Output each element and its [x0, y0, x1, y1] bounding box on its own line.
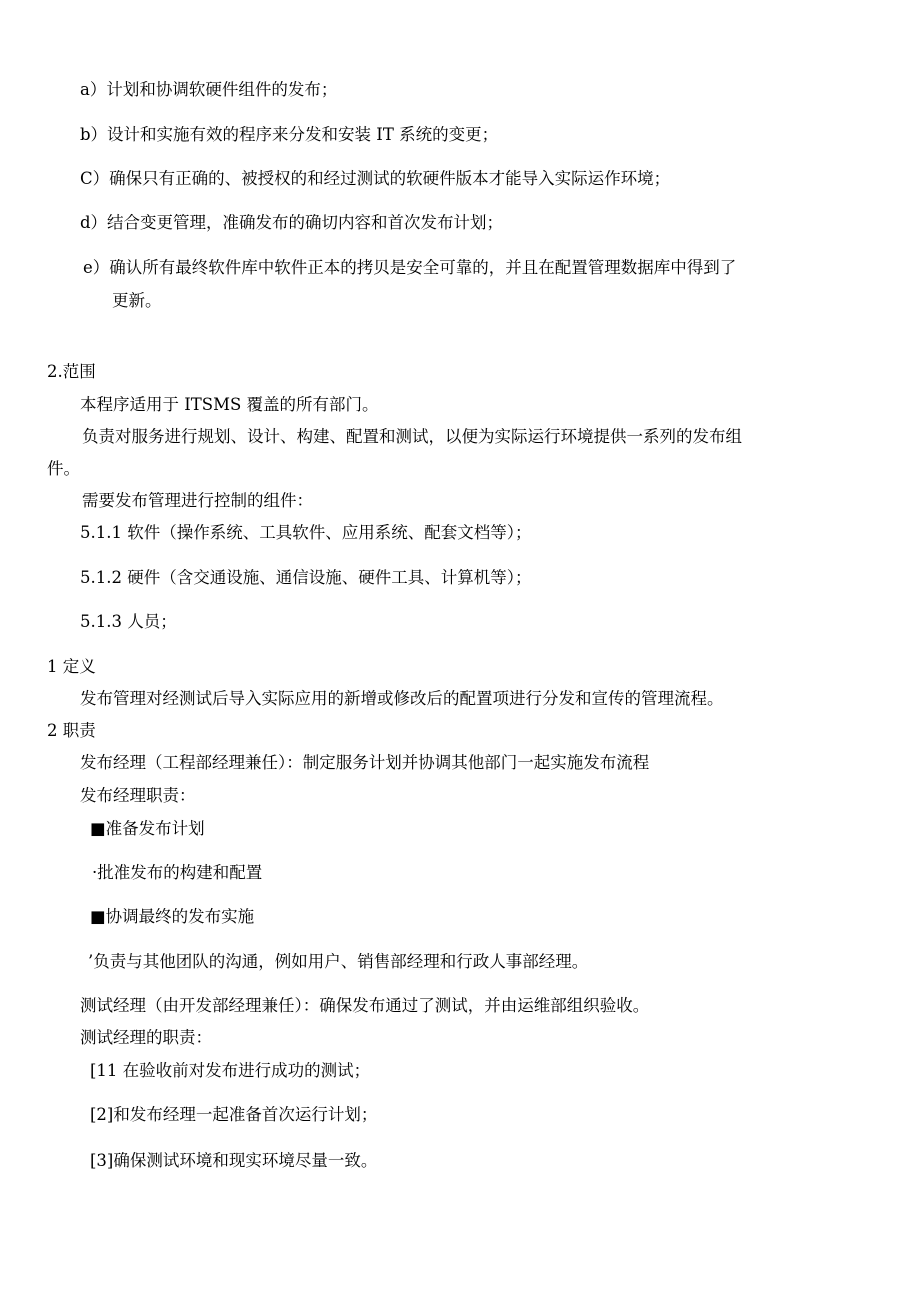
objective-c: C）确保只有正确的、被授权的和经过测试的软硬件版本才能导入实际运作环境；	[80, 169, 671, 188]
objective-e-line2: 更新。	[112, 291, 162, 310]
definition-paragraph: 发布管理对经测试后导入实际应用的新增或修改后的配置项进行分发和宣传的管理流程。	[80, 689, 724, 708]
scope-item-3: 5.1.3 人员；	[80, 612, 177, 631]
test-duty-item-3: [3]确保测试环境和现实环境尽量一致。	[90, 1151, 378, 1170]
scope-paragraph-3: 需要发布管理进行控制的组件：	[82, 491, 313, 510]
release-duty-item-3: ■协调最终的发布实施	[90, 907, 255, 926]
objective-a: a）计划和协调软硬件组件的发布；	[80, 80, 338, 99]
scope-heading: 2.范围	[47, 362, 96, 381]
test-duty-item-2: [2]和发布经理一起准备首次运行计划；	[90, 1105, 378, 1124]
scope-paragraph-2-line2: 件。	[47, 459, 80, 478]
test-duty-item-1: [11 在验收前对发布进行成功的测试；	[90, 1061, 371, 1080]
duties-heading: 2 职责	[47, 721, 96, 740]
definition-heading: 1 定义	[47, 657, 96, 676]
scope-item-2: 5.1.2 硬件（含交通设施、通信设施、硬件工具、计算机等）；	[80, 568, 532, 587]
release-manager-role: 发布经理（工程部经理兼任）：制定服务计划并协调其他部门一起实施发布流程	[80, 753, 650, 772]
test-manager-role: 测试经理（由开发部经理兼任）：确保发布通过了测试，并由运维部组织验收。	[80, 996, 650, 1015]
scope-item-1: 5.1.1 软件（操作系统、工具软件、应用系统、配套文档等）；	[80, 523, 532, 542]
release-duty-item-1: ■准备发布计划	[90, 819, 205, 838]
test-manager-duties-label: 测试经理的职责：	[80, 1028, 212, 1047]
scope-paragraph-2-line1: 负责对服务进行规划、设计、构建、配置和测试，以便为实际运行环境提供一系列的发布组	[82, 427, 742, 446]
release-manager-duties-label: 发布经理职责：	[80, 786, 196, 805]
release-duty-item-2: ·批准发布的构建和配置	[92, 863, 263, 882]
objective-b: b）设计和实施有效的程序来分发和安装 IT 系统的变更；	[80, 125, 499, 144]
objective-e-line1: e）确认所有最终软件库中软件正本的拷贝是安全可靠的，并且在配置管理数据库中得到了	[83, 258, 737, 277]
release-duty-item-4: ’负责与其他团队的沟通，例如用户、销售部经理和行政人事部经理。	[88, 952, 589, 971]
scope-paragraph-1: 本程序适用于 ITSMS 覆盖的所有部门。	[80, 395, 379, 414]
objective-d: d）结合变更管理，准确发布的确切内容和首次发布计划；	[80, 213, 504, 232]
